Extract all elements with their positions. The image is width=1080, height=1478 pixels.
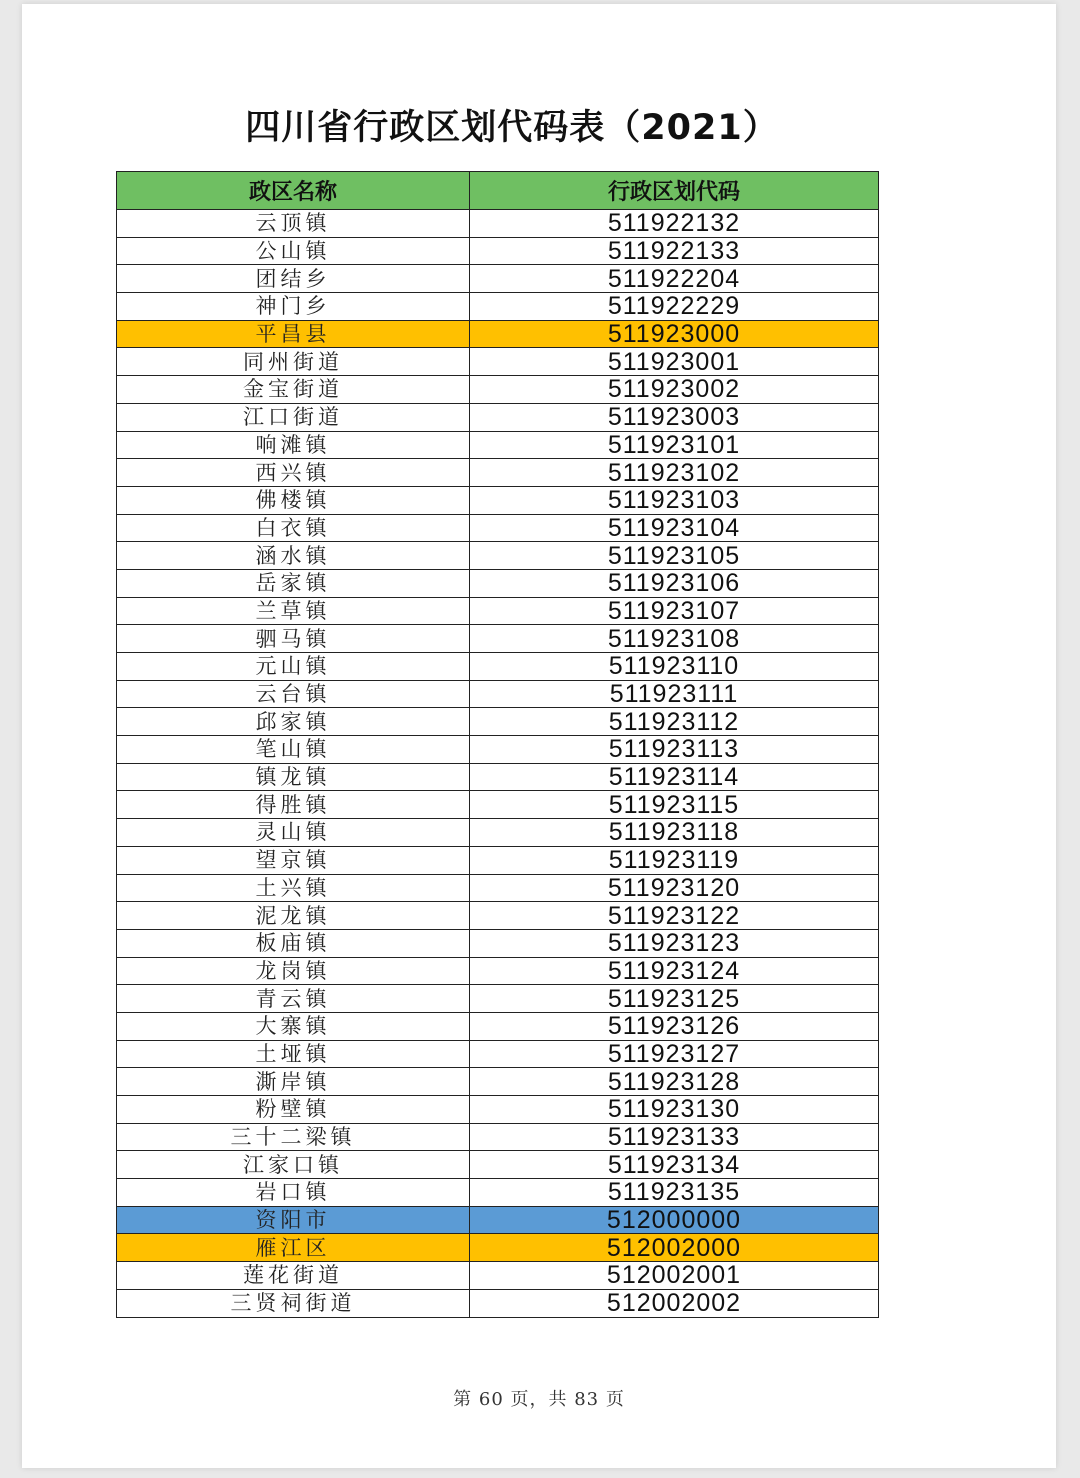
region-name-cell: 云顶镇	[117, 210, 470, 238]
region-name-cell: 神门乡	[117, 293, 470, 321]
region-code-cell: 511923125	[470, 985, 879, 1013]
region-name-cell: 江口街道	[117, 403, 470, 431]
region-code-cell: 511923135	[470, 1179, 879, 1207]
region-name-cell: 元山镇	[117, 653, 470, 681]
table-row	[117, 902, 879, 930]
region-code-cell: 511923119	[470, 846, 879, 874]
document-title: 四川省行政区划代码表（2021）	[245, 108, 779, 148]
region-name-cell: 驷马镇	[117, 625, 470, 653]
region-name-cell: 兰草镇	[117, 597, 470, 625]
table-row	[117, 1179, 879, 1207]
region-code-cell: 511923002	[470, 376, 879, 404]
region-code-cell: 511923123	[470, 929, 879, 957]
region-code-cell: 511923115	[470, 791, 879, 819]
table-row	[117, 1289, 879, 1317]
region-code-cell: 511922132	[470, 210, 879, 238]
region-code-cell: 511923114	[470, 763, 879, 791]
region-name-cell: 龙岗镇	[117, 957, 470, 985]
table-row	[117, 653, 879, 681]
region-code-cell: 511923124	[470, 957, 879, 985]
table-row	[117, 957, 879, 985]
table-row	[117, 569, 879, 597]
table-row	[117, 293, 879, 321]
region-code-cell: 511923111	[470, 680, 879, 708]
region-code-cell: 511922133	[470, 237, 879, 265]
table-row	[117, 1262, 879, 1290]
document-page	[22, 4, 1056, 1468]
table-row	[117, 1096, 879, 1124]
table-row	[117, 210, 879, 238]
region-name-cell: 雁江区	[117, 1234, 470, 1262]
region-name-cell: 资阳市	[117, 1206, 470, 1234]
region-name-cell: 公山镇	[117, 237, 470, 265]
region-code-cell: 511923130	[470, 1096, 879, 1124]
table-row	[117, 1206, 879, 1234]
region-code-cell: 511923128	[470, 1068, 879, 1096]
table-row	[117, 736, 879, 764]
table-row	[117, 1151, 879, 1179]
column-header-name: 政区名称	[117, 172, 470, 210]
region-code-cell: 511922204	[470, 265, 879, 293]
region-name-cell: 土兴镇	[117, 874, 470, 902]
region-code-cell: 511923110	[470, 653, 879, 681]
table-row	[117, 791, 879, 819]
region-code-cell: 511923000	[470, 320, 879, 348]
region-name-cell: 笔山镇	[117, 736, 470, 764]
region-code-cell: 511923120	[470, 874, 879, 902]
table-row	[117, 376, 879, 404]
region-code-cell: 511922229	[470, 293, 879, 321]
region-name-cell: 邱家镇	[117, 708, 470, 736]
table-row	[117, 514, 879, 542]
region-name-cell: 响滩镇	[117, 431, 470, 459]
region-name-cell: 涵水镇	[117, 542, 470, 570]
region-code-cell: 511923104	[470, 514, 879, 542]
region-code-cell: 511923126	[470, 1012, 879, 1040]
region-name-cell: 白衣镇	[117, 514, 470, 542]
table-row	[117, 1040, 879, 1068]
region-name-cell: 灵山镇	[117, 819, 470, 847]
region-code-cell: 511923001	[470, 348, 879, 376]
region-code-cell: 511923106	[470, 569, 879, 597]
table-row	[117, 1012, 879, 1040]
region-code-cell: 511923113	[470, 736, 879, 764]
region-code-cell: 512002002	[470, 1289, 879, 1317]
region-name-cell: 佛楼镇	[117, 486, 470, 514]
region-code-cell: 511923108	[470, 625, 879, 653]
table-row	[117, 819, 879, 847]
region-code-cell: 511923122	[470, 902, 879, 930]
table-row	[117, 265, 879, 293]
region-code-cell: 511923133	[470, 1123, 879, 1151]
table-body	[117, 210, 879, 1318]
region-name-cell: 泥龙镇	[117, 902, 470, 930]
region-code-table	[116, 171, 879, 1318]
region-code-cell: 512002000	[470, 1234, 879, 1262]
region-name-cell: 莲花街道	[117, 1262, 470, 1290]
region-name-cell: 江家口镇	[117, 1151, 470, 1179]
region-name-cell: 团结乡	[117, 265, 470, 293]
table-row	[117, 403, 879, 431]
table-row	[117, 237, 879, 265]
table-row	[117, 763, 879, 791]
region-code-cell: 512000000	[470, 1206, 879, 1234]
table-row	[117, 846, 879, 874]
region-code-cell: 511923105	[470, 542, 879, 570]
table-row	[117, 1068, 879, 1096]
region-name-cell: 土垭镇	[117, 1040, 470, 1068]
table-row	[117, 431, 879, 459]
region-code-cell: 511923103	[470, 486, 879, 514]
region-code-cell: 511923118	[470, 819, 879, 847]
table-row	[117, 1123, 879, 1151]
region-name-cell: 岩口镇	[117, 1179, 470, 1207]
table-row	[117, 929, 879, 957]
region-code-cell: 511923134	[470, 1151, 879, 1179]
region-code-cell: 511923127	[470, 1040, 879, 1068]
region-name-cell: 澌岸镇	[117, 1068, 470, 1096]
table-row	[117, 597, 879, 625]
region-name-cell: 粉壁镇	[117, 1096, 470, 1124]
region-name-cell: 三十二梁镇	[117, 1123, 470, 1151]
region-name-cell: 金宝街道	[117, 376, 470, 404]
region-name-cell: 得胜镇	[117, 791, 470, 819]
region-name-cell: 大寨镇	[117, 1012, 470, 1040]
table-row	[117, 708, 879, 736]
region-code-cell: 511923102	[470, 459, 879, 487]
region-name-cell: 板庙镇	[117, 929, 470, 957]
region-code-cell: 511923107	[470, 597, 879, 625]
region-code-cell: 512002001	[470, 1262, 879, 1290]
region-name-cell: 望京镇	[117, 846, 470, 874]
table-row	[117, 625, 879, 653]
region-code-cell: 511923101	[470, 431, 879, 459]
region-name-cell: 云台镇	[117, 680, 470, 708]
page-footer: 第 60 页，共 83 页	[453, 1389, 625, 1410]
table-row	[117, 459, 879, 487]
table-row	[117, 486, 879, 514]
region-name-cell: 西兴镇	[117, 459, 470, 487]
table-row	[117, 680, 879, 708]
region-code-cell: 511923003	[470, 403, 879, 431]
region-name-cell: 同州街道	[117, 348, 470, 376]
table-row	[117, 985, 879, 1013]
region-name-cell: 三贤祠街道	[117, 1289, 470, 1317]
table-row	[117, 1234, 879, 1262]
region-name-cell: 镇龙镇	[117, 763, 470, 791]
table-row	[117, 542, 879, 570]
region-name-cell: 岳家镇	[117, 569, 470, 597]
table-row	[117, 874, 879, 902]
table-header-row	[117, 172, 879, 210]
table-row	[117, 348, 879, 376]
column-header-code: 行政区划代码	[470, 172, 879, 210]
table-row	[117, 320, 879, 348]
region-code-cell: 511923112	[470, 708, 879, 736]
region-name-cell: 青云镇	[117, 985, 470, 1013]
region-name-cell: 平昌县	[117, 320, 470, 348]
